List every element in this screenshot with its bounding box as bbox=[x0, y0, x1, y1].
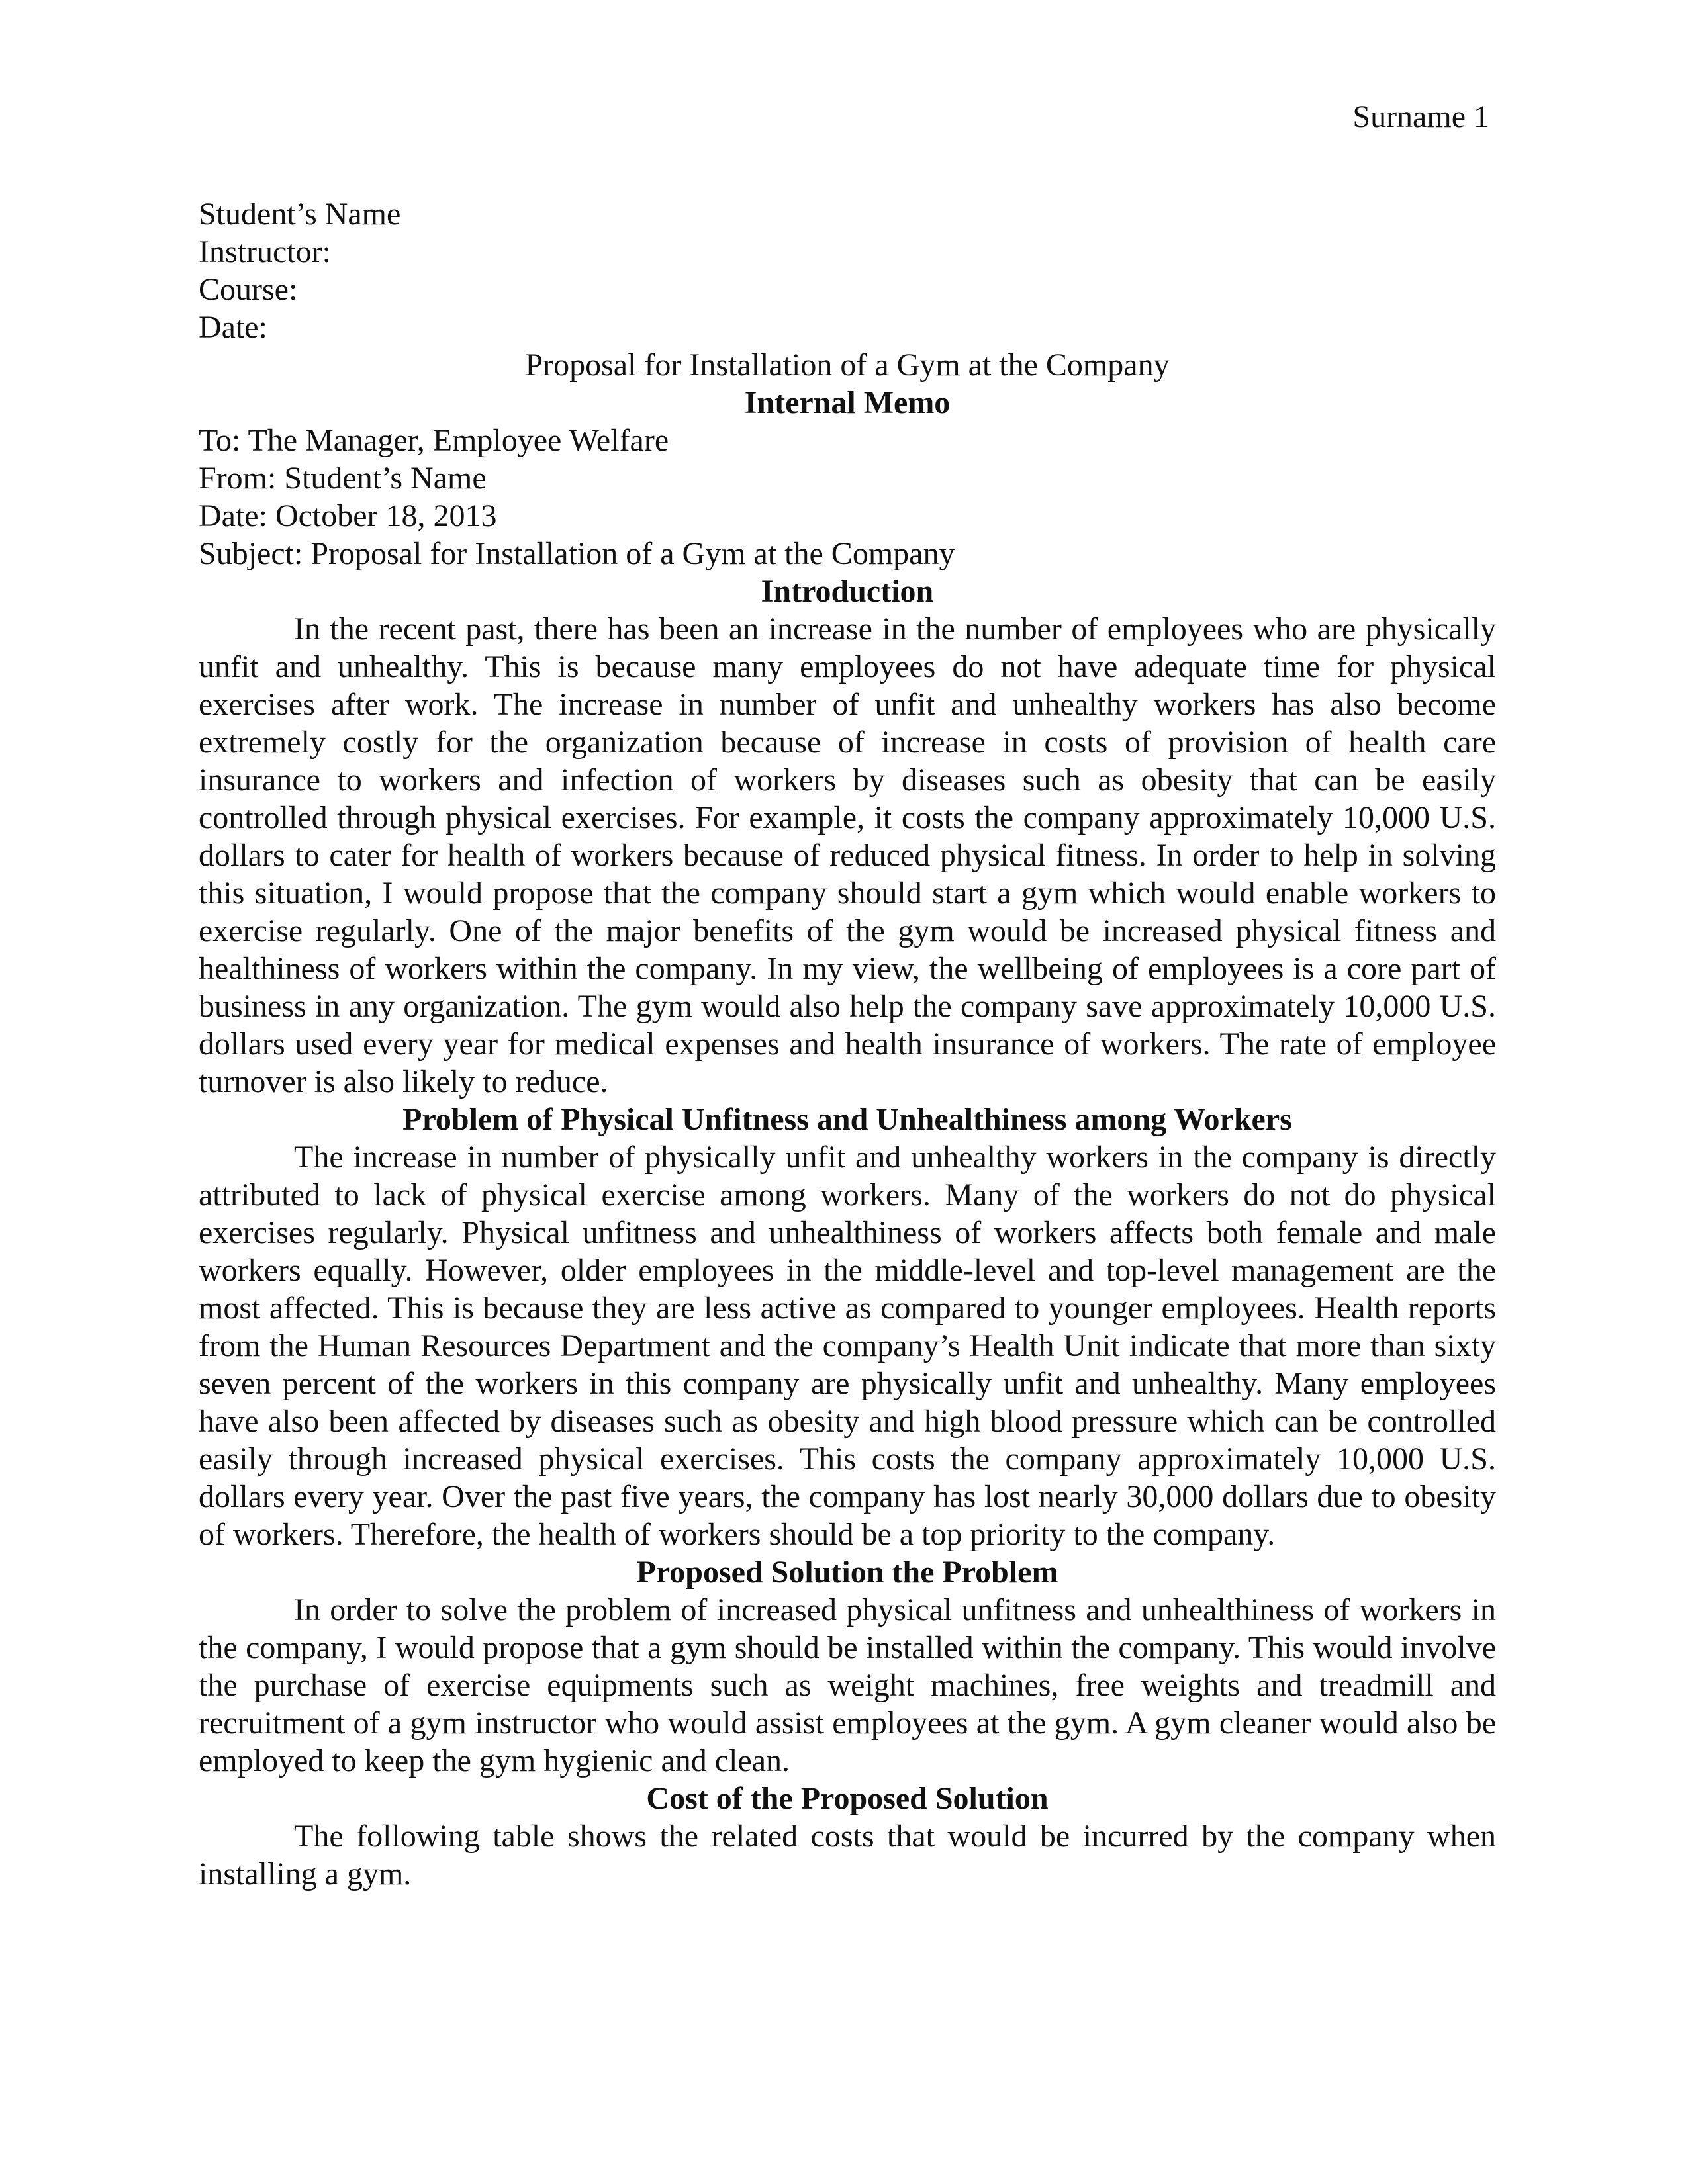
instructor-line: Instructor: bbox=[199, 234, 331, 269]
section-problem bbox=[199, 1101, 1496, 1553]
document-body bbox=[199, 195, 1496, 1893]
memo-subject: Subject: Proposal for Installation of a Gym at the Company bbox=[199, 536, 955, 571]
section-proposed-solution bbox=[199, 1553, 1496, 1780]
section-paragraph: In the recent past, there has been an increase in the number of employees who are physically unfit and unhealthy. This is because many employees do not have adequate time for physical exercises after work. The increase in number of unfit and unhealthy workers has also become extremely costly for the organization because of increase in costs of provision of health care insurance to workers and infection of workers by diseases such as obesity that can be easily controlled through physical exercises. For example, it costs the company approximately 10,000 U.S. dollars to cater for health of workers because of reduced physical fitness. In order to help in solving this situation, I would propose that the company should start a gym which would enable workers to exercise regularly. One of the major benefits of the gym would be increased physical fitness and healthiness of workers within the company. In my view, the wellbeing of employees is a core part of business in any organization. The gym would also help the company save approximately 10,000 U.S. dollars used every year for medical expenses and health insurance of workers. The rate of employee turnover is also likely to reduce. bbox=[199, 612, 1496, 1099]
section-cost bbox=[199, 1780, 1496, 1893]
running-head: Surname 1 bbox=[1352, 99, 1489, 134]
memo-from: From: Student’s Name bbox=[199, 461, 487, 496]
document-title: Proposal for Installation of a Gym at the Company bbox=[525, 347, 1170, 383]
memo-to: To: The Manager, Employee Welfare bbox=[199, 423, 669, 458]
section-paragraph: The following table shows the related costs that would be incurred by the company when installing a gym. bbox=[199, 1819, 1496, 1891]
section-introduction bbox=[199, 572, 1496, 1101]
section-heading: Cost of the Proposed Solution bbox=[646, 1781, 1049, 1816]
section-heading: Introduction bbox=[761, 574, 934, 609]
section-paragraph: The increase in number of physically unfit and unhealthy workers in the company is directly attributed to lack of physical exercise among workers. Many of the workers do not do physical exercises regularly. Physical unfitness and unhealthiness of workers affects both female and male workers equally. However, older employees in the middle-level and top-level management are the most affected. This is because they are less active as compared to younger employees. Health reports from the Human Resources Department and the company’s Health Unit indicate that more than sixty seven percent of the workers in this company are physically unfit and unhealthy. Many employees have also been affected by diseases such as obesity and high blood pressure which can be controlled easily through increased physical exercises. This costs the company approximately 10,000 U.S. dollars every year. Over the past five years, the company has lost nearly 30,000 dollars due to obesity of workers. Therefore, the health of workers should be a top priority to the company. bbox=[199, 1140, 1496, 1552]
section-heading: Problem of Physical Unfitness and Unhealthiness among Workers bbox=[402, 1102, 1292, 1137]
memo-heading: Internal Memo bbox=[744, 385, 951, 420]
memo-date: Date: October 18, 2013 bbox=[199, 498, 497, 533]
section-paragraph: In order to solve the problem of increased physical unfitness and unhealthiness of workers in the company, I would propose that a gym should be installed within the company. This would involve the purchase of exercise equipments such as weight machines, free weights and treadmill and recruitment of a gym instructor who would assist employees at the gym. A gym cleaner would also be employed to keep the gym hygienic and clean. bbox=[199, 1592, 1496, 1778]
student-name-line: Student’s Name bbox=[199, 197, 401, 232]
course-line: Course: bbox=[199, 272, 298, 307]
header-block bbox=[199, 195, 1496, 346]
memo-fields bbox=[199, 422, 1496, 572]
date-line: Date: bbox=[199, 310, 267, 345]
section-heading: Proposed Solution the Problem bbox=[636, 1555, 1058, 1590]
